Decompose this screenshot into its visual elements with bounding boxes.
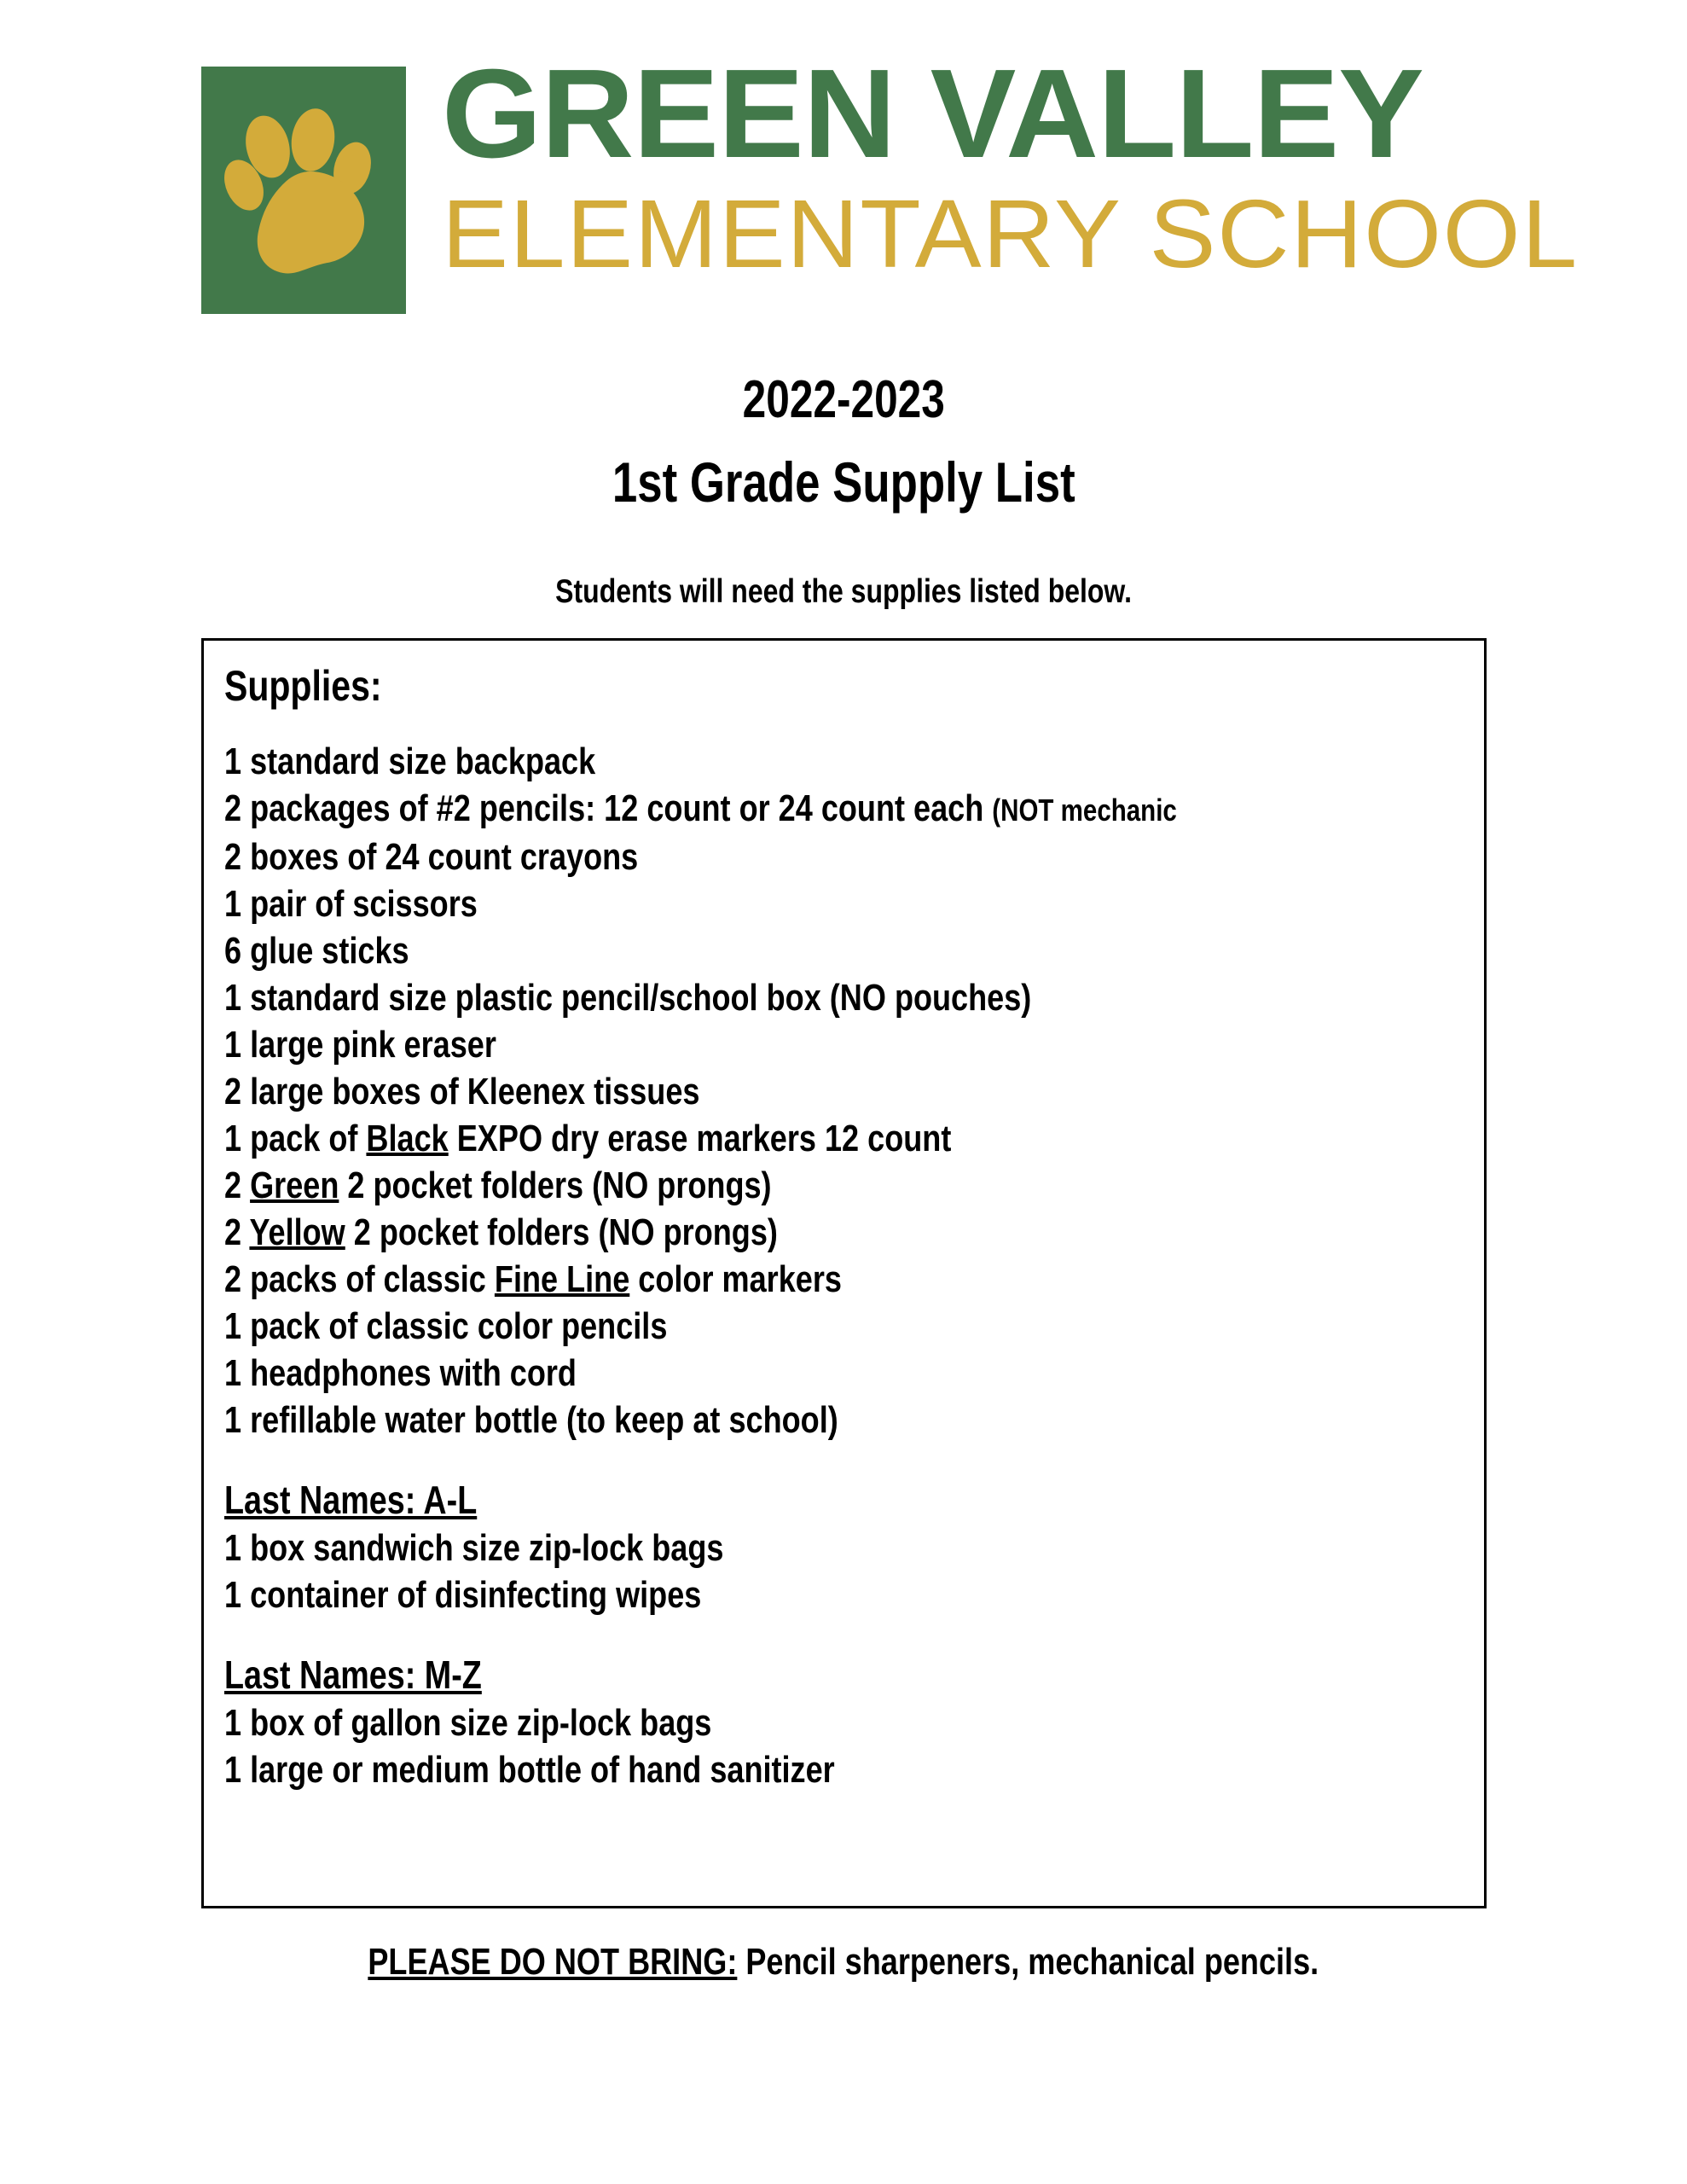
list-item-text: 1 box of gallon size zip-lock bags [224,1702,712,1744]
list-item-text-pre: 2 [224,1165,251,1206]
group-heading-m-z-text: Last Names: M-Z [224,1653,482,1697]
document-subtitle-text: Students will need the supplies listed below. [555,573,1132,610]
spacer [224,1618,1487,1651]
spacer [224,712,1487,738]
list-item [224,1699,1487,1746]
document-title-block [0,369,1687,520]
list-item [224,880,1487,927]
supply-list-box [201,638,1487,1908]
list-item [224,1525,1487,1571]
do-not-bring-group [368,1938,1319,1986]
paw-print-icon [201,67,406,314]
list-item-text: 1 large pink eraser [224,1024,496,1066]
supplies-heading-text: Supplies: [224,662,382,710]
list-item [224,738,1487,785]
do-not-bring-label: PLEASE DO NOT BRING: [368,1941,738,1983]
list-item-text-post: 2 pocket folders (NO prongs) [345,1211,778,1253]
list-item [224,1115,1487,1162]
list-item-text-group [224,1115,951,1162]
spacer [224,1443,1487,1476]
list-item [224,1068,1487,1115]
do-not-bring-text: Pencil sharpeners, mechanical pencils. [737,1941,1319,1983]
document-subtitle [0,572,1687,613]
list-item [224,1571,1487,1618]
list-item [224,1256,1487,1303]
list-item [224,927,1487,974]
supplies-heading [224,659,1487,712]
list-item-text: 2 boxes of 24 count crayons [224,836,639,878]
list-item-emphasis: Yellow [249,1211,345,1253]
list-item-emphasis: Fine Line [494,1258,630,1300]
list-item [224,1162,1487,1209]
list-item-text: 1 container of disinfecting wipes [224,1574,702,1616]
list-item-text: 1 headphones with cord [224,1352,577,1394]
list-item [224,834,1487,880]
list-item-text-pre: 2 [224,1211,250,1253]
list-item-text: 1 pack of classic color pencils [224,1305,668,1347]
list-item-text: 2 large boxes of Kleenex tissues [224,1071,700,1112]
list-item-emphasis: Black [366,1118,449,1159]
list-item-text: 1 box sandwich size zip-lock bags [224,1527,724,1569]
list-item-text: 1 standard size backpack [224,741,596,782]
list-item-text-post: EXPO dry erase markers 12 count [448,1118,952,1159]
list-item-text: 1 large or medium bottle of hand sanitizer [224,1749,835,1791]
list-item [224,785,1487,834]
list-item-text-group [224,1256,842,1303]
list-item-text-post: 2 pocket folders (NO prongs) [339,1165,772,1206]
list-item [224,1303,1487,1350]
logo-line-secondary: ELEMENTARY SCHOOL [442,180,1579,288]
list-item [224,1397,1487,1443]
school-year: 2022-2023 [742,370,945,429]
list-item [224,1209,1487,1256]
group-heading-a-l [224,1476,1487,1525]
list-item-text-group [224,1162,772,1209]
list-item-text-post: color markers [629,1258,842,1300]
page-title: 1st Grade Supply List [612,450,1075,514]
list-item [224,1350,1487,1397]
supply-list-content [224,659,1487,1793]
list-item [224,1746,1487,1793]
school-logo-header [201,44,1579,322]
list-item [224,974,1487,1021]
list-item-text: 2 packages of #2 pencils: 12 count or 24 count each [224,787,993,829]
logo-green-tile [201,67,406,314]
list-item-text-pre: 1 pack of [224,1118,367,1159]
list-item-text-group [224,1209,778,1256]
list-item-note: (NOT mechanic [992,793,1177,828]
list-item-text-pre: 2 packs of classic [224,1258,495,1300]
list-item-text: 1 refillable water bottle (to keep at school) [224,1399,838,1441]
list-item-emphasis: Green [250,1165,339,1206]
logo-wordmark [442,44,1579,288]
list-item [224,1021,1487,1068]
list-item-text: 6 glue sticks [224,930,409,972]
logo-line-primary: GREEN VALLEY [442,44,1423,184]
list-item-text: 1 pair of scissors [224,883,478,925]
group-heading-a-l-text: Last Names: A-L [224,1478,478,1522]
list-item-text-group [224,785,1177,834]
group-heading-m-z [224,1651,1487,1699]
do-not-bring-notice [0,1938,1687,1986]
list-item-text: 1 standard size plastic pencil/school box (NO pouches) [224,977,1032,1019]
